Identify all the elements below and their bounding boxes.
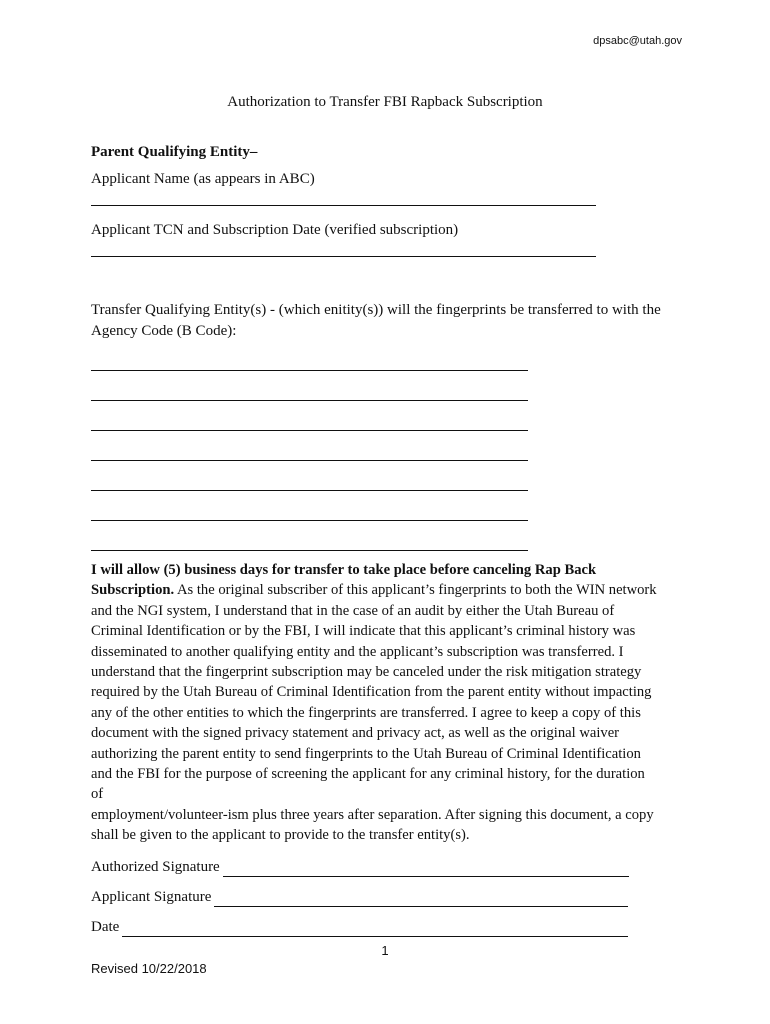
statement-line: and the FBI for the purpose of screening the applicant for any criminal history, for the duration	[91, 766, 645, 783]
transfer-entity-label-line1: Transfer Qualifying Entity(s) - (which enitity(s)) will the fingerprints be transferred to with the	[91, 302, 661, 318]
tcn-field[interactable]	[91, 256, 596, 257]
statement-line: shall be given to the applicant to provide to the transfer entity(s).	[91, 827, 470, 844]
statement-line: authorizing the parent entity to send fingerprints to the Utah Bureau of Criminal Identification	[91, 745, 641, 762]
statement-line: any of the other entities to which the fingerprints are transferred. I agree to keep a copy of this	[91, 704, 641, 721]
transfer-entity-field-3[interactable]	[91, 430, 528, 431]
statement-line: required by the Utah Bureau of Criminal Identification from the parent entity without impacting	[91, 684, 652, 701]
statement-line: disseminated to another qualifying entity and the applicant’s subscription was transferred. I	[91, 643, 624, 660]
parent-entity-heading: Parent Qualifying Entity–	[91, 144, 258, 160]
statement-line: employment/volunteer-ism plus three years after separation. After signing this document, a copy	[91, 806, 654, 823]
applicant-signature-label: Applicant Signature	[91, 889, 212, 905]
date-row	[91, 917, 628, 937]
authorized-signature-field[interactable]	[223, 862, 629, 877]
statement-bold-subscription: Subscription.	[91, 582, 175, 599]
date-label: Date	[91, 919, 120, 935]
statement-line: Criminal Identification or by the FBI, I will indicate that this applicant’s criminal history was	[91, 623, 636, 640]
revised-date: Revised 10/22/2018	[91, 961, 207, 976]
applicant-name-field[interactable]	[91, 205, 596, 206]
authorized-signature-label: Authorized Signature	[91, 859, 220, 875]
transfer-entity-field-2[interactable]	[91, 400, 528, 401]
statement-line: understand that the fingerprint subscription may be canceled under the risk mitigation strategy	[91, 664, 642, 681]
page-number: 1	[381, 943, 389, 958]
transfer-entity-field-6[interactable]	[91, 520, 528, 521]
applicant-name-label: Applicant Name (as appears in ABC)	[91, 171, 315, 187]
transfer-entity-field-5[interactable]	[91, 490, 528, 491]
statement-line: As the original subscriber of this applicant’s fingerprints to both the WIN network	[174, 582, 657, 599]
transfer-entity-field-7[interactable]	[91, 550, 528, 551]
transfer-entity-field-4[interactable]	[91, 460, 528, 461]
statement-bold-heading: I will allow (5) business days for transfer to take place before canceling Rap Back	[91, 562, 597, 578]
date-field[interactable]	[122, 922, 628, 937]
header-email: dpsabc@utah.gov	[593, 35, 682, 47]
applicant-signature-row	[91, 887, 628, 907]
statement-line: of	[91, 786, 104, 803]
document-title: Authorization to Transfer FBI Rapback Subscription	[227, 94, 543, 110]
tcn-label: Applicant TCN and Subscription Date (verified subscription)	[91, 222, 459, 238]
applicant-signature-field[interactable]	[214, 892, 628, 907]
authorization-statement	[91, 560, 691, 846]
statement-line: and the NGI system, I understand that in the case of an audit by either the Utah Bureau of	[91, 602, 615, 619]
transfer-entity-field-1[interactable]	[91, 370, 528, 371]
authorized-signature-row	[91, 857, 629, 877]
transfer-entity-label-line2: Agency Code (B Code):	[91, 323, 237, 339]
statement-line: document with the signed privacy statement and privacy act, as well as the original waiver	[91, 725, 620, 742]
